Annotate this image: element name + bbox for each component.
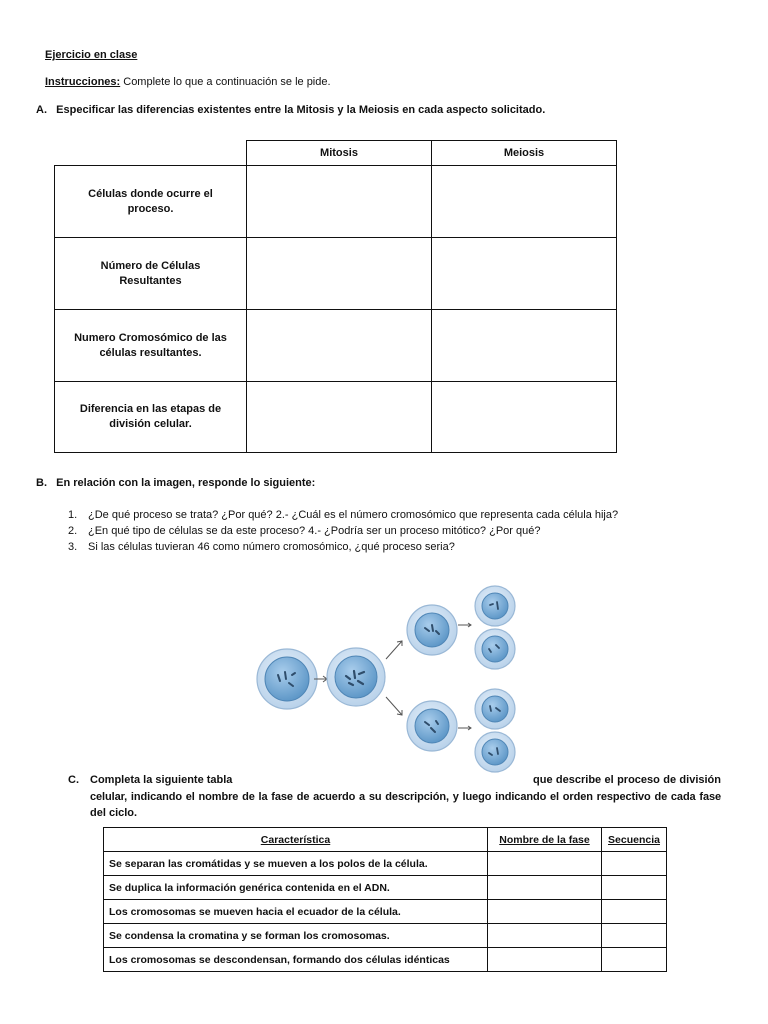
final-cell xyxy=(475,629,515,669)
list-item: 2. ¿En qué tipo de células se da este proceso? 4.- ¿Podría ser un proceso mitótico? ¿Por qué? xyxy=(68,525,541,537)
row-label: Numero Cromosómico de las células resultantes. xyxy=(55,310,247,382)
row-label: Células donde ocurre el proceso. xyxy=(55,166,247,238)
table-row xyxy=(104,852,667,876)
header-nombre-fase: Nombre de la fase xyxy=(488,828,602,852)
section-c-line1-right: que describe el proceso de división xyxy=(533,774,721,786)
sequence-cell[interactable] xyxy=(602,876,667,900)
final-cell xyxy=(475,586,515,626)
characteristic-text: Los cromosomas se mueven hacia el ecuador de la célula. xyxy=(104,900,488,924)
phases-table xyxy=(103,827,667,972)
final-cell xyxy=(475,732,515,772)
phase-name-cell[interactable] xyxy=(488,924,602,948)
meiosis-diagram xyxy=(245,575,530,775)
section-b-heading: B. En relación con la imagen, responde lo siguiente: xyxy=(36,477,316,489)
section-a-heading: A. Especificar las diferencias existentes entre la Mitosis y la Meiosis en cada aspecto solicitado. xyxy=(36,104,546,116)
arrow-icon xyxy=(386,641,402,659)
daughter-cell-upper xyxy=(407,605,457,655)
characteristic-text: Se condensa la cromatina y se forman los cromosomas. xyxy=(104,924,488,948)
section-c-line1-left: Completa la siguiente tabla xyxy=(90,774,233,786)
sequence-cell[interactable] xyxy=(602,852,667,876)
worksheet-title: Ejercicio en clase xyxy=(45,49,138,61)
question-list xyxy=(68,507,618,555)
table-row xyxy=(55,382,617,453)
table-row xyxy=(104,900,667,924)
characteristic-text: Los cromosomas se descondensan, formando dos células idénticas xyxy=(104,948,488,972)
list-item: 1. ¿De qué proceso se trata? ¿Por qué? 2.- ¿Cuál es el número cromosómico que representa cada célula hija? xyxy=(68,509,619,521)
section-c-label: C. xyxy=(68,774,79,786)
answer-cell-meiosis[interactable] xyxy=(432,310,617,382)
list-item: 3. Si las células tuvieran 46 como número cromosómico, ¿qué proceso seria? xyxy=(68,541,455,553)
phase-name-cell[interactable] xyxy=(488,876,602,900)
parent-cell xyxy=(257,649,317,709)
answer-cell-mitosis[interactable] xyxy=(247,382,432,453)
table-row xyxy=(104,924,667,948)
section-c-line3: del ciclo. xyxy=(90,807,138,819)
table-row xyxy=(55,238,617,310)
sequence-cell[interactable] xyxy=(602,948,667,972)
final-cell xyxy=(475,689,515,729)
row-label: Número de Células Resultantes xyxy=(55,238,247,310)
daughter-cell-lower xyxy=(407,701,457,751)
instructions-label: Instrucciones: xyxy=(45,76,121,88)
characteristic-text: Se separan las cromátidas y se mueven a los polos de la célula. xyxy=(104,852,488,876)
answer-cell-mitosis[interactable] xyxy=(247,310,432,382)
section-c-line2: celular, indicando el nombre de la fase de acuerdo a su descripción, y luego indicando el orden respectivo de cada fase xyxy=(90,791,721,803)
phase-name-cell[interactable] xyxy=(488,948,602,972)
answer-cell-meiosis[interactable] xyxy=(432,238,617,310)
characteristic-text: Se duplica la información genérica contenida en el ADN. xyxy=(104,876,488,900)
arrow-icon xyxy=(386,697,402,715)
sequence-cell[interactable] xyxy=(602,924,667,948)
header-meiosis: Meiosis xyxy=(432,141,617,166)
table-row xyxy=(55,166,617,238)
answer-cell-mitosis[interactable] xyxy=(247,238,432,310)
table-corner xyxy=(55,141,247,166)
phase-name-cell[interactable] xyxy=(488,852,602,876)
answer-cell-mitosis[interactable] xyxy=(247,166,432,238)
header-secuencia: Secuencia xyxy=(602,828,667,852)
sequence-cell[interactable] xyxy=(602,900,667,924)
table-row xyxy=(55,310,617,382)
table-row xyxy=(104,876,667,900)
instructions-text: Complete lo que a continuación se le pide. xyxy=(120,76,331,88)
replicated-cell xyxy=(327,648,385,706)
table-row xyxy=(104,948,667,972)
header-caracteristica: Característica xyxy=(104,828,488,852)
row-label: Diferencia en las etapas de división celular. xyxy=(55,382,247,453)
instructions xyxy=(45,76,331,88)
answer-cell-meiosis[interactable] xyxy=(432,382,617,453)
mitosis-meiosis-table xyxy=(54,140,617,453)
answer-cell-meiosis[interactable] xyxy=(432,166,617,238)
header-mitosis: Mitosis xyxy=(247,141,432,166)
phase-name-cell[interactable] xyxy=(488,900,602,924)
